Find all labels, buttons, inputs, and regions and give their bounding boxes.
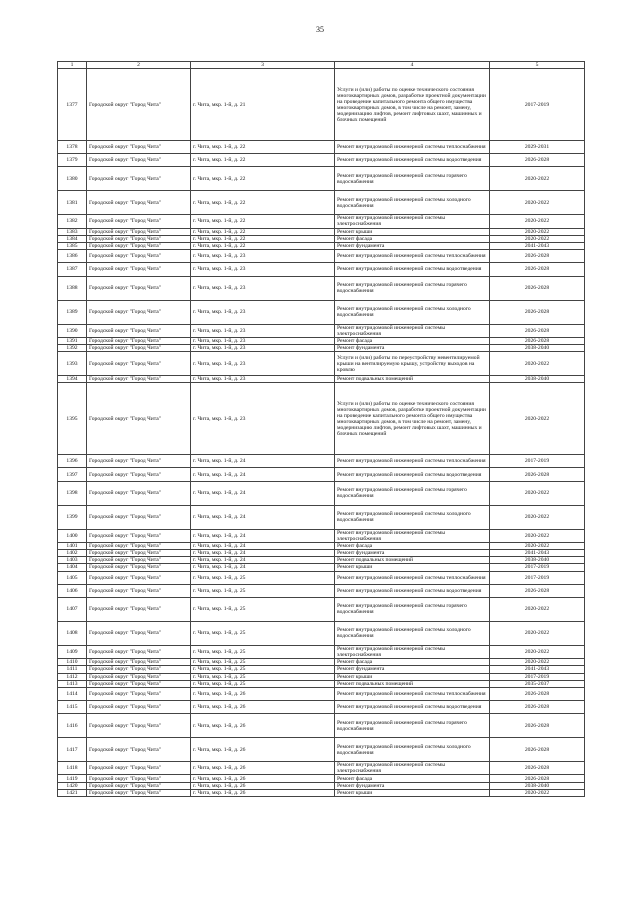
work-type-cell: Ремонт фундамента [335,550,490,557]
work-type-cell: Ремонт фасада [335,542,490,549]
address-cell: г. Чита, мкр. 1-й, д. 23 [191,263,335,276]
address-cell: г. Чита, мкр. 1-й, д. 24 [191,557,335,564]
table-row [58,542,585,549]
work-type-cell: Ремонт внутридомовой инженерной системы горячего водоснабжения [335,714,490,738]
work-type-cell: Ремонт внутридомовой инженерной системы электроснабжения [335,215,490,228]
table-row [58,228,585,235]
table-row [58,557,585,564]
column-header-4: 4 [335,62,490,69]
address-cell: г. Чита, мкр. 1-й, д. 23 [191,352,335,376]
row-number-cell: 1418 [58,762,87,775]
work-type-cell: Ремонт крыши [335,564,490,571]
table-row [58,455,585,468]
table-row [58,215,585,228]
address-cell: г. Чита, мкр. 1-й, д. 26 [191,701,335,714]
municipality-cell: Городской округ "Город Чита" [87,597,191,621]
municipality-cell: Городской округ "Город Чита" [87,782,191,789]
table-row [58,645,585,658]
municipality-cell: Городской округ "Город Чита" [87,557,191,564]
municipality-cell: Городской округ "Город Чита" [87,263,191,276]
table-row [58,141,585,154]
work-type-cell: Ремонт внутридомовой инженерной системы водоотведения [335,263,490,276]
period-cell: 2020-2022 [490,191,585,215]
municipality-cell: Городской округ "Город Чита" [87,714,191,738]
row-number-cell: 1408 [58,621,87,645]
address-cell: г. Чита, мкр. 1-й, д. 24 [191,481,335,505]
work-type-cell: Ремонт внутридомовой инженерной системы холодного водоснабжения [335,505,490,529]
table-row [58,337,585,344]
municipality-cell: Городской округ "Город Чита" [87,687,191,700]
address-cell: г. Чита, мкр. 1-й, д. 24 [191,542,335,549]
work-type-cell: Ремонт внутридомовой инженерной системы холодного водоснабжения [335,738,490,762]
address-cell: г. Чита, мкр. 1-й, д. 25 [191,597,335,621]
address-cell: г. Чита, мкр. 1-й, д. 21 [191,69,335,141]
period-cell: 2020-2022 [490,542,585,549]
period-cell: 2026-2028 [490,263,585,276]
table-row [58,300,585,324]
table-row [58,550,585,557]
municipality-cell: Городской округ "Город Чита" [87,550,191,557]
municipality-cell: Городской округ "Город Чита" [87,191,191,215]
period-cell: 2026-2028 [490,701,585,714]
row-number-cell: 1384 [58,235,87,242]
period-cell: 2020-2022 [490,215,585,228]
table-row [58,276,585,300]
work-type-cell: Ремонт внутридомовой инженерной системы электроснабжения [335,645,490,658]
table-row [58,738,585,762]
table-row [58,383,585,455]
work-type-cell: Ремонт фундамента [335,782,490,789]
municipality-cell: Городской округ "Город Чита" [87,337,191,344]
period-cell: 2041-2043 [490,242,585,249]
table-row [58,344,585,351]
row-number-cell: 1414 [58,687,87,700]
table-row [58,666,585,673]
row-number-cell: 1403 [58,557,87,564]
table-row [58,250,585,263]
row-number-cell: 1381 [58,191,87,215]
address-cell: г. Чита, мкр. 1-й, д. 22 [191,167,335,191]
table-row [58,782,585,789]
period-cell: 2020-2022 [490,597,585,621]
row-number-cell: 1380 [58,167,87,191]
column-header-5: 5 [490,62,585,69]
period-cell: 2020-2022 [490,659,585,666]
address-cell: г. Чита, мкр. 1-й, д. 25 [191,571,335,584]
address-cell: г. Чита, мкр. 1-й, д. 26 [191,762,335,775]
work-type-cell: Ремонт крыши [335,228,490,235]
period-cell: 2026-2028 [490,775,585,782]
period-cell: 2017-2019 [490,571,585,584]
table-row [58,775,585,782]
municipality-cell: Городской округ "Город Чита" [87,621,191,645]
municipality-cell: Городской округ "Город Чита" [87,242,191,249]
municipality-cell: Городской округ "Город Чита" [87,680,191,687]
work-type-cell: Ремонт фундамента [335,666,490,673]
row-number-cell: 1415 [58,701,87,714]
row-number-cell: 1393 [58,352,87,376]
row-number-cell: 1402 [58,550,87,557]
table-row [58,621,585,645]
municipality-cell: Городской округ "Город Чита" [87,154,191,167]
work-type-cell: Ремонт фасада [335,235,490,242]
municipality-cell: Городской округ "Город Чита" [87,659,191,666]
row-number-cell: 1391 [58,337,87,344]
municipality-cell: Городской округ "Город Чита" [87,666,191,673]
table-row [58,789,585,796]
municipality-cell: Городской округ "Город Чита" [87,69,191,141]
work-type-cell: Ремонт внутридомовой инженерной системы горячего водоснабжения [335,276,490,300]
period-cell: 2029-2031 [490,141,585,154]
period-cell: 2020-2022 [490,383,585,455]
address-cell: г. Чита, мкр. 1-й, д. 25 [191,645,335,658]
work-type-cell: Ремонт внутридомовой инженерной системы теплоснабжения [335,455,490,468]
period-cell: 2017-2019 [490,564,585,571]
period-cell: 2026-2028 [490,337,585,344]
municipality-cell: Городской округ "Город Чита" [87,352,191,376]
row-number-cell: 1385 [58,242,87,249]
municipality-cell: Городской округ "Город Чита" [87,141,191,154]
address-cell: г. Чита, мкр. 1-й, д. 25 [191,659,335,666]
row-number-cell: 1411 [58,666,87,673]
address-cell: г. Чита, мкр. 1-й, д. 25 [191,673,335,680]
period-cell: 2020-2022 [490,529,585,542]
row-number-cell: 1379 [58,154,87,167]
work-type-cell: Ремонт внутридомовой инженерной системы горячего водоснабжения [335,481,490,505]
municipality-cell: Городской округ "Город Чита" [87,584,191,597]
address-cell: г. Чита, мкр. 1-й, д. 24 [191,468,335,481]
work-type-cell: Ремонт внутридомовой инженерной системы электроснабжения [335,324,490,337]
row-number-cell: 1389 [58,300,87,324]
municipality-cell: Городской округ "Город Чита" [87,228,191,235]
address-cell: г. Чита, мкр. 1-й, д. 23 [191,250,335,263]
row-number-cell: 1395 [58,383,87,455]
address-cell: г. Чита, мкр. 1-й, д. 25 [191,666,335,673]
address-cell: г. Чита, мкр. 1-й, д. 26 [191,738,335,762]
address-cell: г. Чита, мкр. 1-й, д. 23 [191,376,335,383]
row-number-cell: 1416 [58,714,87,738]
row-number-cell: 1420 [58,782,87,789]
work-type-cell: Ремонт внутридомовой инженерной системы теплоснабжения [335,141,490,154]
work-type-cell: Ремонт внутридомовой инженерной системы горячего водоснабжения [335,167,490,191]
address-cell: г. Чита, мкр. 1-й, д. 23 [191,344,335,351]
row-number-cell: 1407 [58,597,87,621]
table-row [58,701,585,714]
work-type-cell: Ремонт внутридомовой инженерной системы теплоснабжения [335,687,490,700]
row-number-cell: 1419 [58,775,87,782]
period-cell: 2038-2040 [490,557,585,564]
municipality-cell: Городской округ "Город Чита" [87,376,191,383]
work-type-cell: Ремонт крыши [335,673,490,680]
period-cell: 2026-2028 [490,714,585,738]
table-row [58,468,585,481]
work-type-cell: Ремонт внутридомовой инженерной системы водоотведения [335,468,490,481]
municipality-cell: Городской округ "Город Чита" [87,300,191,324]
row-number-cell: 1409 [58,645,87,658]
work-type-cell: Ремонт внутридомовой инженерной системы электроснабжения [335,529,490,542]
column-header-2: 2 [87,62,191,69]
address-cell: г. Чита, мкр. 1-й, д. 22 [191,228,335,235]
municipality-cell: Городской округ "Город Чита" [87,762,191,775]
municipality-cell: Городской округ "Город Чита" [87,738,191,762]
row-number-cell: 1378 [58,141,87,154]
period-cell: 2026-2028 [490,154,585,167]
work-type-cell: Ремонт подвальных помещений [335,680,490,687]
table-row [58,191,585,215]
address-cell: г. Чита, мкр. 1-й, д. 25 [191,680,335,687]
table-row [58,242,585,249]
work-type-cell: Ремонт фасада [335,775,490,782]
work-type-cell: Ремонт подвальных помещений [335,376,490,383]
period-cell: 2038-2040 [490,782,585,789]
table-row [58,687,585,700]
row-number-cell: 1410 [58,659,87,666]
row-number-cell: 1398 [58,481,87,505]
work-type-cell: Ремонт внутридомовой инженерной системы горячего водоснабжения [335,597,490,621]
municipality-cell: Городской округ "Город Чита" [87,276,191,300]
municipality-cell: Городской округ "Город Чита" [87,468,191,481]
period-cell: 2020-2022 [490,352,585,376]
work-type-cell: Ремонт фасада [335,337,490,344]
address-cell: г. Чита, мкр. 1-й, д. 24 [191,529,335,542]
work-type-cell: Ремонт внутридомовой инженерной системы электроснабжения [335,762,490,775]
work-type-cell: Ремонт фасада [335,659,490,666]
address-cell: г. Чита, мкр. 1-й, д. 26 [191,789,335,796]
table-row [58,564,585,571]
municipality-cell: Городской округ "Город Чита" [87,235,191,242]
row-number-cell: 1392 [58,344,87,351]
municipality-cell: Городской округ "Город Чита" [87,564,191,571]
period-cell: 2020-2022 [490,789,585,796]
table-row [58,235,585,242]
municipality-cell: Городской округ "Город Чита" [87,542,191,549]
address-cell: г. Чита, мкр. 1-й, д. 23 [191,324,335,337]
period-cell: 2035-2037 [490,680,585,687]
work-type-cell: Ремонт внутридомовой инженерной системы водоотведения [335,584,490,597]
address-cell: г. Чита, мкр. 1-й, д. 22 [191,242,335,249]
period-cell: 2020-2022 [490,167,585,191]
work-type-cell: Услуги и (или) работы по оценке технического состояния многоквартирных домов, разработке проектной документации на проведение капитального ремонта общего имущества многоквартирных домов, в том числе на ремонт, замену, модернизацию лифтов, ремонт лифтовых шахт, машинных и блочных помещений [335,383,490,455]
municipality-cell: Городской округ "Город Чита" [87,167,191,191]
address-cell: г. Чита, мкр. 1-й, д. 24 [191,550,335,557]
row-number-cell: 1399 [58,505,87,529]
column-header-3: 3 [191,62,335,69]
period-cell: 2017-2019 [490,673,585,680]
address-cell: г. Чита, мкр. 1-й, д. 24 [191,455,335,468]
period-cell: 2020-2022 [490,481,585,505]
address-cell: г. Чита, мкр. 1-й, д. 25 [191,621,335,645]
capital-repair-table [57,61,585,797]
address-cell: г. Чита, мкр. 1-й, д. 23 [191,337,335,344]
table-row [58,680,585,687]
municipality-cell: Городской округ "Город Чита" [87,701,191,714]
period-cell: 2041-2043 [490,550,585,557]
address-cell: г. Чита, мкр. 1-й, д. 23 [191,276,335,300]
row-number-cell: 1394 [58,376,87,383]
table-row [58,673,585,680]
table-row [58,584,585,597]
work-type-cell: Ремонт внутридомовой инженерной системы холодного водоснабжения [335,300,490,324]
column-number-header-row [58,62,585,69]
period-cell: 2020-2022 [490,505,585,529]
municipality-cell: Городской округ "Город Чита" [87,571,191,584]
row-number-cell: 1404 [58,564,87,571]
row-number-cell: 1397 [58,468,87,481]
table-row [58,659,585,666]
period-cell: 2041-2043 [490,666,585,673]
work-type-cell: Ремонт подвальных помещений [335,557,490,564]
address-cell: г. Чита, мкр. 1-й, д. 26 [191,687,335,700]
row-number-cell: 1405 [58,571,87,584]
period-cell: 2017-2019 [490,455,585,468]
table-row [58,529,585,542]
address-cell: г. Чита, мкр. 1-й, д. 22 [191,141,335,154]
period-cell: 2038-2040 [490,344,585,351]
row-number-cell: 1386 [58,250,87,263]
table-row [58,481,585,505]
row-number-cell: 1396 [58,455,87,468]
address-cell: г. Чита, мкр. 1-й, д. 22 [191,235,335,242]
table-row [58,167,585,191]
work-type-cell: Услуги и (или) работы по оценке технического состояния многоквартирных домов, разработке проектной документации на проведение капитального ремонта общего имущества многоквартирных домов, в том числе на ремонт, замену, модернизацию лифтов, ремонт лифтовых шахт, машинных и блочных помещений [335,69,490,141]
address-cell: г. Чита, мкр. 1-й, д. 26 [191,782,335,789]
row-number-cell: 1400 [58,529,87,542]
municipality-cell: Городской округ "Город Чита" [87,529,191,542]
work-type-cell: Ремонт внутридомовой инженерной системы водоотведения [335,154,490,167]
work-type-cell: Ремонт внутридомовой инженерной системы холодного водоснабжения [335,621,490,645]
row-number-cell: 1382 [58,215,87,228]
period-cell: 2026-2028 [490,324,585,337]
row-number-cell: 1383 [58,228,87,235]
municipality-cell: Городской округ "Город Чита" [87,250,191,263]
period-cell: 2017-2019 [490,69,585,141]
address-cell: г. Чита, мкр. 1-й, д. 22 [191,191,335,215]
table-row [58,154,585,167]
address-cell: г. Чита, мкр. 1-й, д. 26 [191,714,335,738]
row-number-cell: 1413 [58,680,87,687]
row-number-cell: 1417 [58,738,87,762]
municipality-cell: Городской округ "Город Чита" [87,215,191,228]
work-type-cell: Ремонт внутридомовой инженерной системы теплоснабжения [335,571,490,584]
row-number-cell: 1412 [58,673,87,680]
work-type-cell: Ремонт крыши [335,789,490,796]
column-header-1: 1 [58,62,87,69]
municipality-cell: Городской округ "Город Чита" [87,673,191,680]
period-cell: 2026-2028 [490,762,585,775]
period-cell: 2026-2028 [490,300,585,324]
period-cell: 2020-2022 [490,621,585,645]
municipality-cell: Городской округ "Город Чита" [87,505,191,529]
municipality-cell: Городской округ "Город Чита" [87,383,191,455]
row-number-cell: 1387 [58,263,87,276]
table-row [58,571,585,584]
municipality-cell: Городской округ "Город Чита" [87,645,191,658]
table-row [58,263,585,276]
work-type-cell: Ремонт фундамента [335,242,490,249]
row-number-cell: 1390 [58,324,87,337]
municipality-cell: Городской округ "Город Чита" [87,789,191,796]
table-row [58,324,585,337]
address-cell: г. Чита, мкр. 1-й, д. 24 [191,505,335,529]
work-type-cell: Ремонт внутридомовой инженерной системы теплоснабжения [335,250,490,263]
row-number-cell: 1388 [58,276,87,300]
period-cell: 2026-2028 [490,687,585,700]
period-cell: 2026-2028 [490,276,585,300]
period-cell: 2020-2022 [490,228,585,235]
municipality-cell: Городской округ "Город Чита" [87,455,191,468]
table-row [58,352,585,376]
period-cell: 2026-2028 [490,468,585,481]
row-number-cell: 1377 [58,69,87,141]
municipality-cell: Городской округ "Город Чита" [87,324,191,337]
municipality-cell: Городской округ "Город Чита" [87,481,191,505]
table-row [58,376,585,383]
row-number-cell: 1421 [58,789,87,796]
work-type-cell: Ремонт фундамента [335,344,490,351]
address-cell: г. Чита, мкр. 1-й, д. 25 [191,584,335,597]
table-row [58,714,585,738]
period-cell: 2020-2022 [490,645,585,658]
address-cell: г. Чита, мкр. 1-й, д. 26 [191,775,335,782]
page-number: 35 [316,25,324,34]
address-cell: г. Чита, мкр. 1-й, д. 23 [191,300,335,324]
address-cell: г. Чита, мкр. 1-й, д. 23 [191,383,335,455]
address-cell: г. Чита, мкр. 1-й, д. 24 [191,564,335,571]
period-cell: 2038-2040 [490,376,585,383]
row-number-cell: 1401 [58,542,87,549]
period-cell: 2026-2028 [490,584,585,597]
address-cell: г. Чита, мкр. 1-й, д. 22 [191,215,335,228]
municipality-cell: Городской округ "Город Чита" [87,344,191,351]
table-row [58,505,585,529]
table-row [58,69,585,141]
period-cell: 2020-2022 [490,235,585,242]
table-row [58,762,585,775]
period-cell: 2026-2028 [490,738,585,762]
work-type-cell: Ремонт внутридомовой инженерной системы холодного водоснабжения [335,191,490,215]
municipality-cell: Городской округ "Город Чита" [87,775,191,782]
table-row [58,597,585,621]
work-type-cell: Ремонт внутридомовой инженерной системы водоотведения [335,701,490,714]
row-number-cell: 1406 [58,584,87,597]
address-cell: г. Чита, мкр. 1-й, д. 22 [191,154,335,167]
work-type-cell: Услуги и (или) работы по переустройству невентилируемой крыши на вентилируемую крышу, устройству выходов на кровлю [335,352,490,376]
period-cell: 2026-2028 [490,250,585,263]
